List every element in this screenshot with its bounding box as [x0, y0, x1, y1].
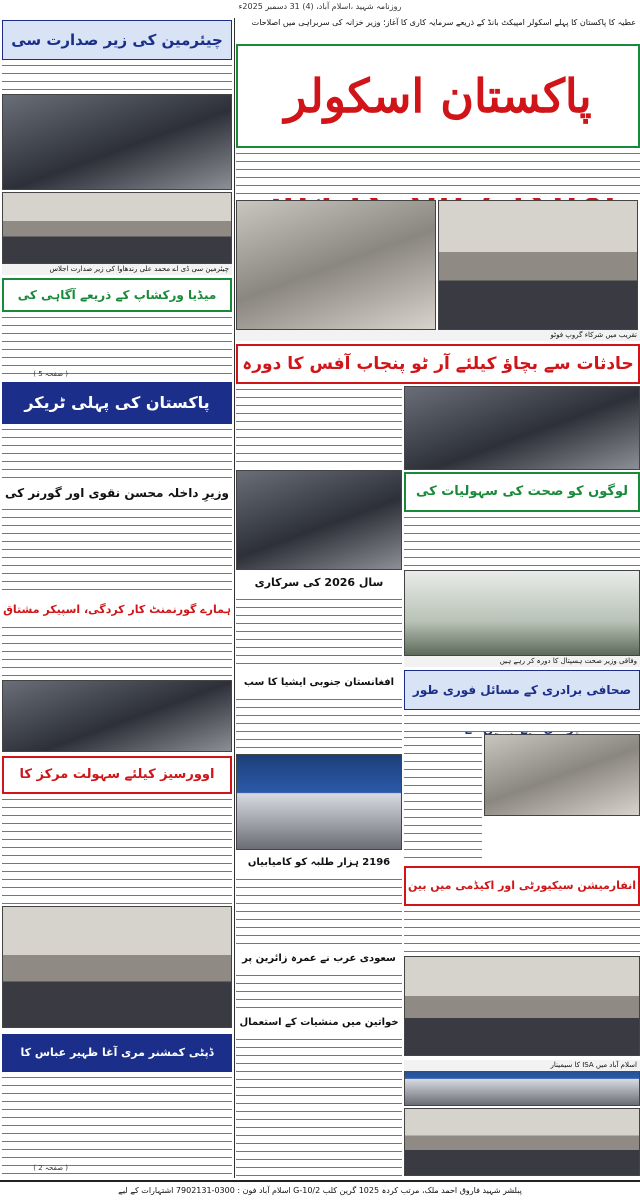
- interior-minister-headline: وزیرِ داخلہ محسن نقوی اور گورنر کی: [5, 486, 229, 500]
- ticket-body-text: [2, 426, 232, 480]
- main-headline: پاکستان اسکولر: [236, 44, 640, 148]
- ceremony-photo-right: [438, 200, 638, 330]
- page-ref-1: ( صفحہ 5 ): [33, 370, 68, 378]
- hospital-photo: [404, 570, 640, 656]
- column-divider: [234, 18, 235, 1178]
- journalists-body-side: [404, 734, 482, 864]
- deputy-body-text: [2, 1074, 232, 1176]
- women-drugs-body-text: [236, 1036, 402, 1176]
- accidents-headline: حادثات سے بچاؤ کیلئے آر ٹو پنجاب آفس کا دورہ: [236, 344, 640, 384]
- afghanistan-body-text: [236, 696, 402, 752]
- journalists-headline: صحافی برادری کے مسائل فوری طور: [404, 670, 640, 710]
- accidents-body-left: [236, 386, 402, 466]
- conference-body-text: [404, 908, 640, 954]
- isa-group-photo: [404, 1108, 640, 1176]
- meeting-caption: چیئرمین سی ڈی اے محمد علی رندھاوا کی زیر صدارت اجلاس: [2, 264, 232, 275]
- page-ref-2: ( صفحہ 2 ): [33, 1164, 68, 1172]
- document-photo: [484, 734, 640, 816]
- police-photo: [2, 680, 232, 752]
- overseas-body-text: [2, 796, 232, 904]
- stat-body-text: [236, 876, 402, 946]
- dateline: روزنامہ شہید ،اسلام آباد، (4) 31 دسمبر 2025ء: [238, 2, 402, 11]
- conference-photo: [404, 956, 640, 1056]
- conference-headline: انفارمیشن سیکیورٹی اور اکیڈمی میں بین: [404, 866, 640, 906]
- overseas-headline: اوورسیز کیلئے سہولت مرکز کا: [2, 756, 232, 794]
- dignitaries-photo: [236, 470, 402, 570]
- saudi-headline: سعودی عرب نے عمرہ زائرین پر: [242, 953, 396, 964]
- media-body-text: [2, 314, 232, 378]
- ticket-system-headline: پاکستان کی پہلی ٹریکر: [2, 382, 232, 424]
- health-headline: لوگوں کو صحت کی سہولیات کی: [404, 472, 640, 512]
- board-photo: [2, 192, 232, 264]
- chairman-body-text: [2, 62, 232, 92]
- holidays-body-text: [236, 596, 402, 668]
- footer-imprint: پبلشر شہید فاروق احمد ملک، مرتب کردہ 1025 گرین کلب G-10/2 اسلام آباد فون : 0300-7902131 اشتہارات کے لیے: [0, 1180, 640, 1200]
- meeting-photo: [2, 94, 232, 190]
- journalists-body-text: [404, 712, 640, 732]
- lead-strip: عطیہ کا پاکستان کا پہلے اسکولر امپیکٹ بانڈ کے ذریعے سرمایہ کاری کا آغاز؛ وزیر خزانہ کی سربراہی میں اصلاحات: [251, 18, 636, 27]
- hospital-caption: وفاقی وزیر صحت ہسپتال کا دورہ کر رہے ہیں: [404, 656, 640, 667]
- awards-body-text: [2, 624, 232, 678]
- isa-caption: اسلام آباد میں ISA کا سیمینار: [404, 1060, 640, 1071]
- health-body-text: [404, 514, 640, 568]
- interior-body-text: [2, 506, 232, 596]
- lead-body-text: [236, 150, 640, 198]
- chairman-meeting-headline: چیئرمین کی زیر صدارت سی: [2, 20, 232, 60]
- press-conference-photo: [236, 754, 402, 850]
- media-training-headline: میڈیا ورکشاپ کے ذریعے آگاہی کی: [2, 278, 232, 312]
- saudi-body-text: [236, 972, 402, 1010]
- afghanistan-headline: افغانستان جنوبی ایشیا کا سب: [243, 677, 395, 688]
- ceremony-photo-left: [236, 200, 436, 330]
- awards-headline: ہمارے گورنمنٹ کار کردگی، اسپیکر مشتاق: [3, 603, 231, 616]
- stat-headline: 2196 ہزار طلبہ کو کامیابیاں: [247, 857, 391, 868]
- women-drugs-headline: خواتین میں منشیات کے استعمال: [239, 1017, 399, 1028]
- deputy-commissioner-headline: ڈپٹی کمشنر مری آغا ظہیر عباس کا: [2, 1034, 232, 1072]
- event-photo: [404, 386, 640, 470]
- holidays-headline: سال 2026 کی سرکاری: [254, 576, 384, 589]
- ceremony-caption: تقریب میں شرکاء گروپ فوٹو: [236, 330, 640, 341]
- office-meeting-photo: [2, 906, 232, 1028]
